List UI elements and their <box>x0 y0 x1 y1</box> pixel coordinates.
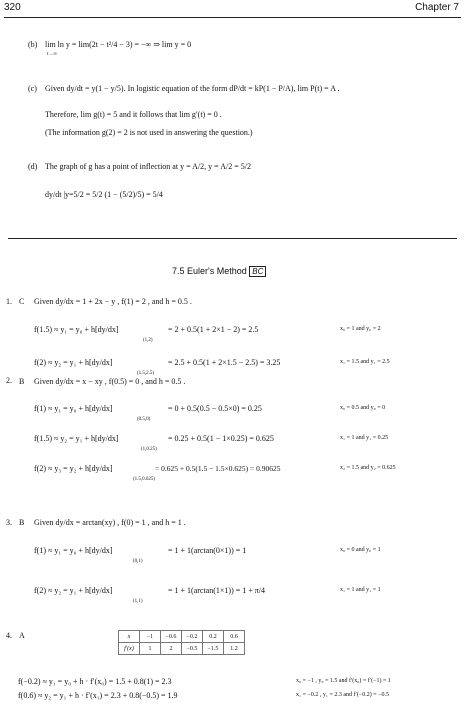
problem-2-step-3-note: x₂ = 1.5 and y₂ = 0.625 <box>340 465 396 471</box>
table-cell: −1 <box>140 631 161 643</box>
table-cell: 1.2 <box>224 643 245 655</box>
part-d-line1: The graph of g has a point of inflection at y = A/2, y = A/2 = 5/2 <box>45 162 251 171</box>
problem-1-answer: C <box>19 297 25 306</box>
table-cell: 0.2 <box>203 631 224 643</box>
problem-2-number: 2. <box>6 376 12 385</box>
problem-2-step-1-note: x₀ = 0.5 and y₀ = 0 <box>340 405 386 411</box>
part-c-line3: (The information g(2) = 2 is not used in answering the question.) <box>45 128 253 137</box>
table-header-fprime: f′(x) <box>119 643 140 655</box>
part-c-line1: Given dy/dt = y(1 − y/5). In logistic equation of the form dP/dt = kP(1 − P/A), lim P(t) = A . <box>45 84 340 93</box>
problem-2-step-3-eval-point: (1.5,0.625) <box>133 477 156 482</box>
problem-1-given: Given dy/dx = 1 + 2x − y , f(1) = 2 , and h = 0.5 . <box>34 297 192 306</box>
table-cell: 1 <box>140 643 161 655</box>
problem-1-step-2-note: x₁ = 1.5 and y₁ = 2.5 <box>340 359 390 365</box>
problem-3-answer: B <box>19 518 25 527</box>
header-rule <box>4 17 461 18</box>
problem-2-step-1-lhs: f(1) ≈ y₁ = y₀ + h[dy/dx] <box>34 404 113 413</box>
table-cell: −1.5 <box>203 643 224 655</box>
problem-1-step-1-lhs: f(1.5) ≈ y₁ = y₀ + h[dy/dx] <box>34 325 119 334</box>
problem-2-answer: B <box>19 377 25 386</box>
problem-3-step-2-rhs: = 1 + 1(arctan(1×1)) = 1 + π/4 <box>168 586 266 595</box>
problem-3-number: 3. <box>6 518 12 527</box>
table-cell: 0.6 <box>224 631 245 643</box>
problem-3-step-2-eval-point: (1,1) <box>133 599 143 604</box>
problem-4-number: 4. <box>6 631 12 640</box>
problem-4-step-1-note: x₀ = −1 , y₀ = 1.5 and f′(x₀) = f′(−1) = 1 <box>296 678 391 684</box>
problem-2-step-2-eval-point: (1,0.25) <box>141 447 157 452</box>
problem-1-number: 1. <box>6 297 12 306</box>
problem-3-step-1-eval-point: (0,1) <box>133 559 143 564</box>
problem-3-step-1-note: x₀ = 0 and y₀ = 1 <box>340 547 381 553</box>
problem-2-step-1-eval-point: (0.5,0) <box>137 417 151 422</box>
section-title-text: 7.5 Euler's Method <box>172 266 247 276</box>
chapter-title: Chapter 7 <box>415 2 459 13</box>
problem-2-step-1-rhs: = 0 + 0.5(0.5 − 0.5×0) = 0.25 <box>168 404 262 413</box>
problem-4-step-1: f(−0.2) ≈ y₁ = y₀ + h · f′(x₀) = 1.5 + 0.8(1) = 2.3 <box>18 677 172 686</box>
problem-2-step-3-rhs: = 0.625 + 0.5(1.5 − 1.5×0.625) = 0.90625 <box>155 464 281 473</box>
part-d-label: (d) <box>28 162 38 171</box>
problem-3-step-2-lhs: f(2) ≈ y₂ = y₁ + h[dy/dx] <box>34 586 113 595</box>
section-divider <box>8 238 457 239</box>
derivative-table <box>118 630 245 655</box>
problem-2-step-2-lhs: f(1.5) ≈ y₂ = y₁ + h[dy/dx] <box>34 434 119 443</box>
problem-1-step-1-eval-point: (1,2) <box>143 338 153 343</box>
problem-2-step-2-note: x₁ = 1 and y₁ = 0.25 <box>340 435 389 441</box>
table-row <box>119 631 245 643</box>
table-cell: −0.6 <box>161 631 182 643</box>
problem-1-step-1-note: x₀ = 1 and y₀ = 2 <box>340 326 381 332</box>
table-cell: −0.2 <box>182 631 203 643</box>
problem-2-step-3-lhs: f(2) ≈ y₃ = y₂ + h[dy/dx] <box>34 464 113 473</box>
page-number: 320 <box>4 2 21 13</box>
table-cell: 2 <box>161 643 182 655</box>
table-header-x: x <box>119 631 140 643</box>
part-b-line: lim ln y = lim(2t − t²/4 − 3) = −∞ ⇒ lim y = 0 <box>45 40 192 49</box>
problem-3-step-2-note: x₁ = 1 and y₁ = 1 <box>340 587 381 593</box>
table-row <box>119 643 245 655</box>
problem-1-step-2-lhs: f(2) ≈ y₂ = y₁ + h[dy/dx] <box>34 358 113 367</box>
problem-4-answer: A <box>19 631 25 640</box>
problem-3-step-1-rhs: = 1 + 1(arctan(0×1)) = 1 <box>168 546 247 555</box>
problem-1-step-2-eval-point: (1.5,2.5) <box>137 371 155 376</box>
part-d-line2: dy/dt |y=5/2 = 5/2 (1 − (5/2)/5) = 5/4 <box>45 190 163 199</box>
problem-3-step-1-lhs: f(1) ≈ y₁ = y₀ + h[dy/dx] <box>34 546 113 555</box>
problem-3-given: Given dy/dx = arctan(xy) , f(0) = 1 , and h = 1 . <box>34 518 186 527</box>
problem-2-given: Given dy/dx = x − xy , f(0.5) = 0 , and h = 0.5 . <box>34 377 186 386</box>
problem-2-step-2-rhs: = 0.25 + 0.5(1 − 1×0.25) = 0.625 <box>168 434 274 443</box>
part-b-limit-sub: t→∞ <box>47 52 57 57</box>
problem-1-step-1-rhs: = 2 + 0.5(1 + 2×1 − 2) = 2.5 <box>168 325 259 334</box>
part-b-label: (b) <box>28 40 38 49</box>
bc-tag: BC <box>249 266 266 277</box>
problem-1-step-2-rhs: = 2.5 + 0.5(1 + 2×1.5 − 2.5) = 3.25 <box>168 358 281 367</box>
problem-4-step-2-note: x₁ = −0.2 , y₁ = 2.3 and f′(−0.2) = −0.5 <box>296 692 389 698</box>
table-cell: −0.5 <box>182 643 203 655</box>
problem-4-step-2: f(0.6) ≈ y₂ = y₁ + h · f′(x₁) = 2.3 + 0.8(−0.5) = 1.9 <box>18 691 178 700</box>
part-c-label: (c) <box>28 84 37 93</box>
part-c-line2: Therefore, lim g(t) = 5 and it follows that lim g′(t) = 0 . <box>45 110 222 119</box>
section-title <box>172 266 266 276</box>
